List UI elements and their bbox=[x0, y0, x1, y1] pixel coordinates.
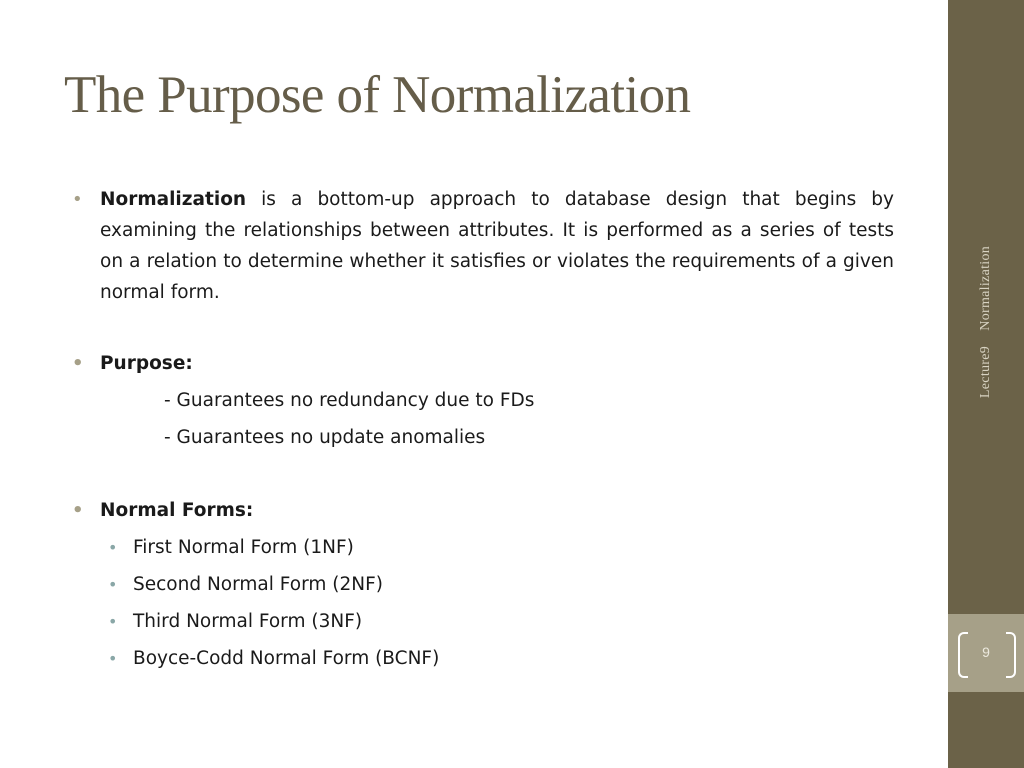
page-number: 9 bbox=[982, 644, 990, 660]
definition-term: Normalization bbox=[100, 189, 247, 210]
bullet-icon: • bbox=[72, 189, 83, 210]
normal-forms-heading: Normal Forms: bbox=[100, 500, 254, 521]
sub-bullet-icon: • bbox=[108, 538, 118, 557]
sidebar-lecture-label bbox=[978, 246, 994, 398]
sub-bullet-icon: • bbox=[108, 612, 118, 631]
normal-forms-heading-row bbox=[72, 495, 894, 526]
normal-form-item bbox=[72, 529, 894, 566]
normalization-definition bbox=[72, 184, 894, 308]
purpose-heading-row bbox=[72, 348, 894, 379]
purpose-line: - Guarantees no update anomalies bbox=[164, 427, 486, 448]
lecture-label: Lecture9 bbox=[978, 345, 993, 399]
purpose-heading: Purpose: bbox=[100, 353, 193, 374]
normal-form-label: Boyce-Codd Normal Form (BCNF) bbox=[133, 648, 440, 669]
normal-form-label: First Normal Form (1NF) bbox=[133, 537, 354, 558]
page-number-box bbox=[948, 614, 1024, 692]
normal-form-item bbox=[72, 566, 894, 603]
definition-text: is a bottom-up approach to database design that begins by examining the relationships between attributes. It is performed as a series of tests on a relation to determine whether it satisfies or violates the requirements of a given normal form. bbox=[100, 189, 894, 303]
bullet-icon: • bbox=[72, 353, 84, 374]
normal-form-item bbox=[72, 640, 894, 677]
sidebar-footer-text bbox=[948, 232, 1024, 412]
slide-title: The Purpose of Normalization bbox=[64, 66, 691, 124]
slide-content bbox=[72, 184, 894, 677]
normal-form-label: Second Normal Form (2NF) bbox=[133, 574, 383, 595]
topic-label: Normalization bbox=[978, 245, 993, 331]
bullet-icon: • bbox=[72, 500, 84, 521]
sub-bullet-icon: • bbox=[108, 649, 118, 668]
normal-form-item bbox=[72, 603, 894, 640]
sub-bullet-icon: • bbox=[108, 575, 118, 594]
purpose-line: - Guarantees no redundancy due to FDs bbox=[164, 390, 535, 411]
normal-form-label: Third Normal Form (3NF) bbox=[133, 611, 363, 632]
